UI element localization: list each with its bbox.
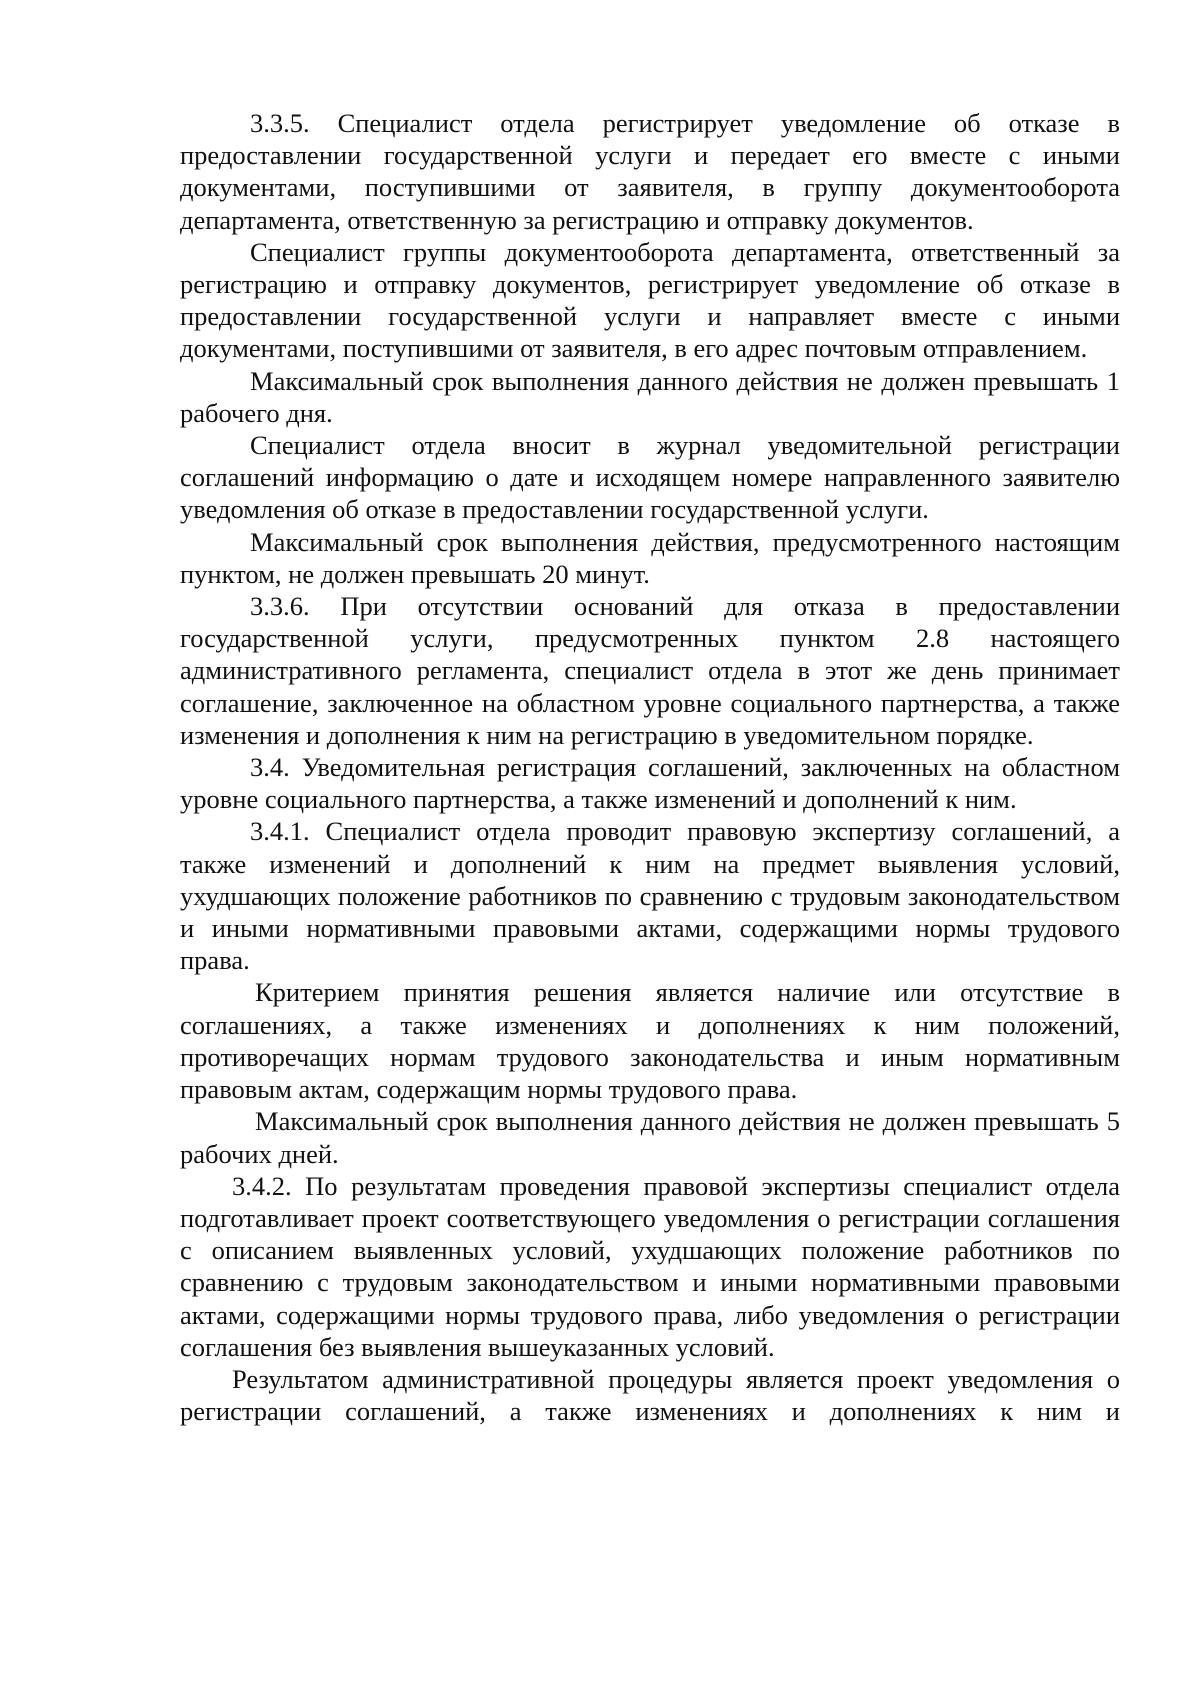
document-page	[180, 107, 1120, 1427]
paragraph-procedure-result: Результатом административной процедуры является проект уведомления о регистрации соглашений, а также изменениях и дополнениях к ним и	[180, 1363, 1120, 1427]
paragraph-3-4-2: 3.4.2. По результатам проведения правовой экспертизы специалист отдела подготавливает проект соответствующего уведомления о регистрации соглашения с описанием выявленных условий, ухудшающих положение работников по сравнению с трудовым законодательством и иными нормативными правовыми актами, содержащими нормы трудового права, либо уведомления о регистрации соглашения без выявления вышеуказанных условий.	[180, 1170, 1120, 1362]
paragraph-max-term-1-day: Максимальный срок выполнения данного действия не должен превышать 1 рабочего дня.	[180, 365, 1120, 428]
paragraph-3-4-1: 3.4.1. Специалист отдела проводит правовую экспертизу соглашений, а также изменений и дополнений к ним на предмет выявления условий, ухудшающих положение работников по сравнению с трудовым законодательством и иными нормативными правовыми актами, содержащими нормы трудового права.	[180, 816, 1120, 976]
paragraph-max-term-20-min: Максимальный срок выполнения действия, предусмотренного настоящим пунктом, не должен превышать 20 минут.	[180, 526, 1120, 589]
paragraph-3-4: 3.4. Уведомительная регистрация соглашений, заключенных на областном уровне социального партнерства, а также изменений и дополнений к ним.	[180, 752, 1120, 815]
paragraph-3-3-5: 3.3.5. Специалист отдела регистрирует уведомление об отказе в предоставлении государственной услуги и передает его вместе с иными документами, поступившими от заявителя, в группу документооборота департамента, ответственную за регистрацию и отправку документов.	[180, 108, 1120, 235]
paragraph-max-term-5-days: Максимальный срок выполнения данного действия не должен превышать 5 рабочих дней.	[180, 1106, 1120, 1169]
paragraph-3-3-6: 3.3.6. При отсутствии оснований для отказа в предоставлении государственной услуги, предусмотренных пунктом 2.8 настоящего административного регламента, специалист отдела в этот же день принимает соглашение, заключенное на областном уровне социального партнерства, а также изменения и дополнения к ним на регистрацию в уведомительном порядке.	[180, 591, 1120, 750]
paragraph-docflow-specialist: Специалист группы документооборота департамента, ответственный за регистрацию и отправку документов, регистрирует уведомление об отказе в предоставлении государственной услуги и направляет вместе с иными документами, поступившими от заявителя, в его адрес почтовым отправлением.	[180, 236, 1120, 364]
paragraph-decision-criterion: Критерием принятия решения является наличие или отсутствие в соглашениях, а также изменениях и дополнениях к ним положений, противоречащих нормам трудового законодательства и иным нормативным правовым актам, содержащим нормы трудового права.	[180, 977, 1120, 1105]
paragraph-journal-entry: Специалист отдела вносит в журнал уведомительной регистрации соглашений информацию о дате и исходящем номере направленного заявителю уведомления об отказе в предоставлении государственной услуги.	[180, 430, 1120, 525]
